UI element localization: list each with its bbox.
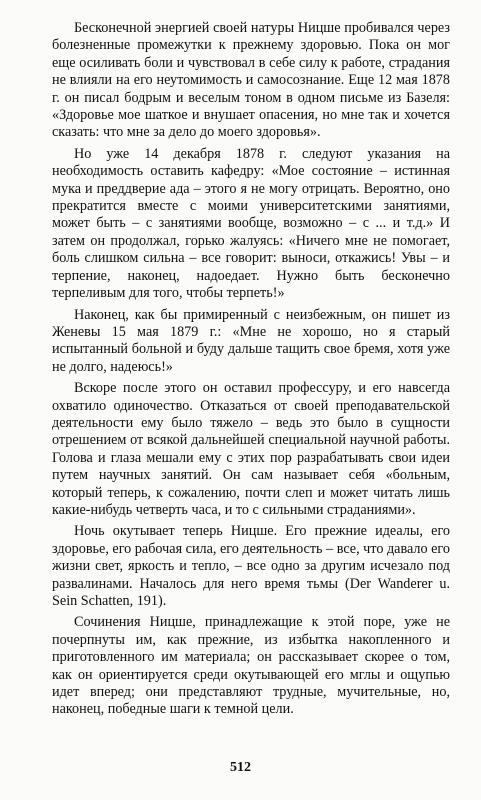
paragraph: Вскоре после этого он оставил профессуру, и его навсегда охватило одиночество. Отказаться от своей преподавательской деятельности ему было тяжело – ведь это было в сущности отрешением от всякой дальнейшей специальной научной работы. Голова и глаза мешали ему с этих пор разрабатывать свои идеи путем научных занятий. Он сам называет себя «больным, который теперь, к сожалению, почти слеп и может читать лишь какие-нибудь четверть часа, и то с сильными страданиями». bbox=[52, 380, 450, 518]
paragraph: Бесконечной энергией своей натуры Ницше пробивался через болезненные промежутки к прежнему здоровью. Пока он мог еще осиливать боли и чувствовал в себе силу к работе, страдания не влияли на его неутомимость и самосознание. Еще 12 мая 1878 г. он писал бодрым и веселым тоном в одном письме из Базеля: «Здоровье мое шаткое и внушает опасения, но мне так и хочется сказать: что мне за дело до моего здоровья». bbox=[52, 20, 450, 141]
paragraph: Сочинения Ницше, принадлежащие к этой поре, уже не почерпнуты им, как прежние, из избытка накопленного и приготовленного им материала; он рассказывает скорее о том, как он ориентируется среди окутывающей его мглы и ощупью идет вперед; они представляют трудные, мучительные, но, наконец, победные шаги к темной цели. bbox=[52, 614, 450, 718]
paragraph: Но уже 14 декабря 1878 г. следуют указания на необходимость оставить кафедру: «Мое состояние – истинная мука и преддверие ада – этого я не могу отрицать. Вероятно, оно прекратится вместе с моими университетскими занятиями, может быть – с занятиями вообще, возможно – с ... и т.д.» И затем он продолжал, горько жалуясь: «Ничего мне не помогает, боль слишком сильна – все говорит: выноси, откажись! Увы – и терпение, наконец, надоедает. Нужно быть бесконечно терпеливым для того, чтобы терпеть!» bbox=[52, 145, 450, 302]
paragraph: Наконец, как бы примиренный с неизбежным, он пишет из Женевы 15 мая 1879 г.: «Мне не хорошо, но я старый испытанный больной и буду дальше тащить свое бремя, хотя уже не долго, надеюсь!» bbox=[52, 306, 450, 375]
page-number: 512 bbox=[230, 760, 251, 775]
paragraph: Ночь окутывает теперь Ницше. Его прежние идеалы, его здоровье, его рабочая сила, его деятельность – все, что давало его жизни свет, яркость и тепло, – все одно за другим исчезало под развалинами. Началось для него время тьмы (Der Wanderer u. Sein Schatten, 191). bbox=[52, 523, 450, 609]
body-text bbox=[52, 20, 450, 723]
